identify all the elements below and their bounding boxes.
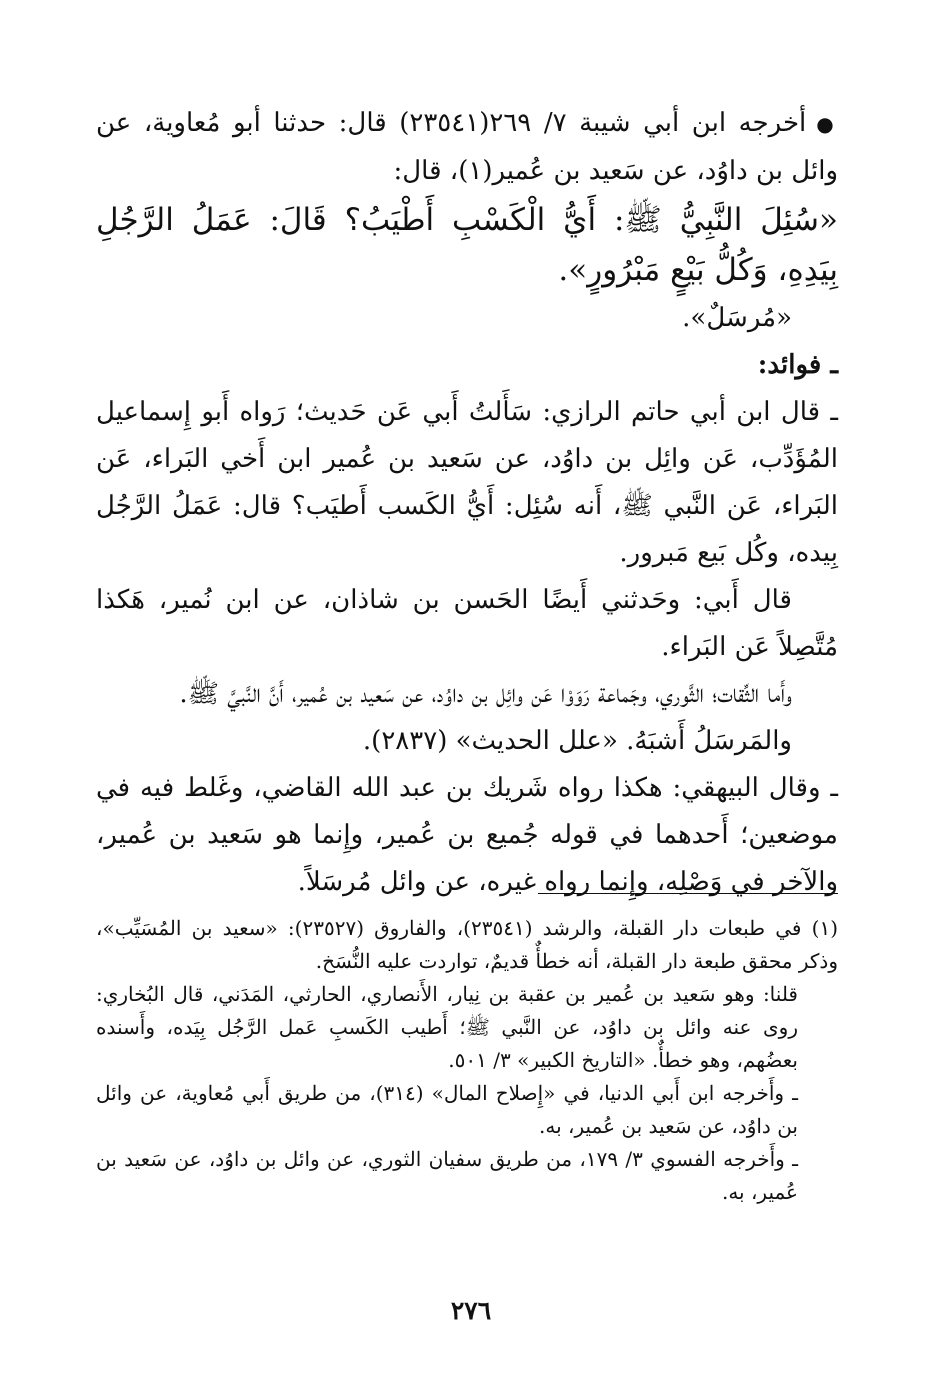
abi-said-paragraph: قال أَبي: وحَدثني أَيضًا الحَسن بن شاذان، عن ابن نُمير، هَكذا مُتَّصِلاً عَن البَراء. <box>96 585 838 662</box>
bullet-icon: ● <box>816 112 838 136</box>
main-text <box>96 100 838 906</box>
footnote-ibn-abi-dunya: ـ وأَخرجه ابن أَبي الدنيا، في «إِصلاح المال» (٣١٤)، من طريق أَبي مُعاوية، عن وائل بن داوُد، عن سَعيد بن عُمير، به. <box>96 1081 798 1138</box>
footnote-1: (١) في طبعات دار القبلة، والرشد (٢٣٥٤١)، والفاروق (٢٣٥٢٧): «سعيد بن المُسَيِّب»، وذكر محقق طبعة دار القبلة، أنه خطأٌ قديمٌ، تواردت عليه النُّسَخ. <box>96 916 839 973</box>
footnote-note: قلنا: وهو سَعيد بن عُمير بن عقبة بن نِيار، الأَنصاري، الحارثي، المَدَني، قال البُخاري: روى عنه وائل بن داوُد، عن النَّبي ﷺ؛ أَطيب الكَسبِ عَمل الرَّجُل بِيَده، وأَسنده بعضُهم، وهو خطأٌ. «التاريخ الكبير» ٣/ ٥٠١. <box>96 982 798 1072</box>
page-number: ٢٧٦ <box>450 1296 492 1325</box>
hadith-quote: «سُئِلَ النَّبِيُّ ﷺ: أَيُّ الْكَسْبِ أَطْيَبُ؟ قَالَ: عَمَلُ الرَّجُلِ بِيَدِهِ، وَكُلُّ بَيْعٍ مَبْرُورٍ». <box>96 202 838 288</box>
benefits-heading: ـ فوائد: <box>757 350 838 380</box>
hadith-intro-text: أخرجه ابن أبي شيبة ٧/ ٢٦٩(٢٣٥٤١) قال: حدثنا أبو مُعاوية، عن وائل بن داوُد، عن سَعيد بن عُمير(١)، قال: <box>96 108 838 186</box>
footnote-fasawi: ـ وأَخرجه الفسوي ٣/ ١٧٩، من طريق سفيان الثوري، عن وائل بن داوُد، عن سَعيد بن عُمير، به. <box>96 1147 798 1204</box>
bayhaqi-paragraph: ـ وقال البيهقي: هكذا رواه شَريك بن عبد الله القاضي، وغَلط فيه في موضعين؛ أَحدهما في قوله جُميع بن عُمير، وإِنما هو سَعيد بن عُمير، والآخر في وَصْلِه، وإِنما رواه غيره، عن وائل مُرسَلاً. <box>96 773 838 897</box>
footnotes <box>96 912 838 1209</box>
footnote-separator <box>538 893 838 894</box>
hadith-intro <box>96 100 838 195</box>
grading: «مُرسَلٌ». <box>682 303 792 333</box>
ibn-abi-hatim-paragraph: ـ قال ابن أبي حاتم الرازي: سَأَلتُ أَبي عَن حَديث؛ رَواه أَبو إِسماعيل المُؤَدِّب، عَن وائِل بن داوُد، عن سَعيد بن عُمير ابن أَخي البَراء، عَن البَراء، عَن النَّبي ﷺ، أَنه سُئِل: أَيُّ الكَسب أَطيَب؟ قال: عَمَلُ الرَّجُل بِيده، وكُل بَيع مَبرور. <box>96 397 838 568</box>
thiqat-paragraph: وأَما الثِّقات؛ الثَّوري، وجَماعة رَوَوْا عَن وائِل بن داوُد، عن سَعيد بن عُمير، أَنَّ النَّبيَّ ﷺ. <box>179 679 792 709</box>
mursal-ashbah-paragraph: والمَرسَلُ أَشبَهُ. «علل الحديث» (٢٨٣٧). <box>362 726 792 756</box>
